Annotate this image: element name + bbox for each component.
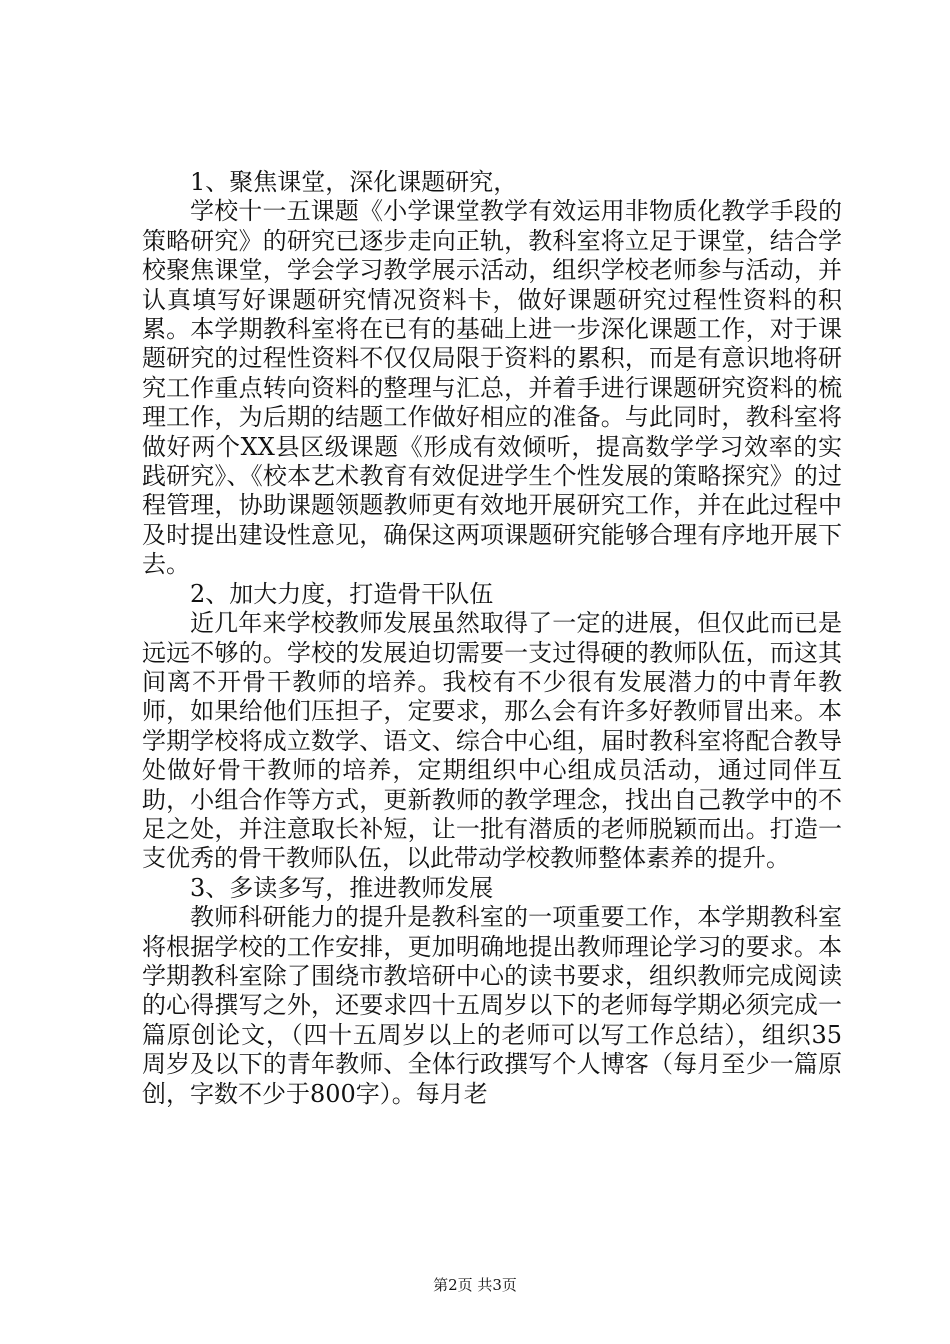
document-body [142, 168, 842, 1109]
section-heading-3: 3、多读多写，推进教师发展 [190, 873, 494, 902]
paragraph-2: 近几年来学校教师发展虽然取得了一定的进展，但仅此而已是远远不够的。学校的发展迫切需要一支过得硬的教师队伍，而这其间离不开骨干教师的培养。我校有不少很有发展潜力的中青年教师，如果给他们压担子，定要求，那么会有许多好教师冒出来。本学期学校将成立数学、语文、综合中心组，届时教科室将配合教导处做好骨干教师的培养，定期组织中心组成员活动，通过同伴互助，小组合作等方式，更新教师的教学理念，找出自己教学中的不足之处，并注意取长补短，让一批有潜质的老师脱颖而出。打造一支优秀的骨干教师队伍，以此带动学校教师整体素养的提升。 [142, 609, 842, 873]
page-footer: 第2页 共3页 [433, 1276, 517, 1294]
section-heading-1: 1、聚焦课堂，深化课题研究， [190, 168, 518, 196]
paragraph-1: 学校十一五课题《小学课堂教学有效运用非物质化教学手段的策略研究》的研究已逐步走向正轨，教科室将立足于课堂，结合学校聚焦课堂，学会学习教学展示活动，组织学校老师参与活动，并认真填写好课题研究情况资料卡，做好课题研究过程性资料的积累。本学期教科室将在已有的基础上进一步深化课题工作，对于课题研究的过程性资料不仅仅局限于资料的累积，而是有意识地将研究工作重点转向资料的整理与汇总，并着手进行课题研究资料的梳理工作，为后期的结题工作做好相应的准备。与此同时，教科室将做好两个XX县区级课题《形成有效倾听，提高数学学习效率的实践研究》、《校本艺术教育有效促进学生个性发展的策略探究》的过程管理，协助课题领题教师更有效地开展研究工作，并在此过程中及时提出建设性意见，确保这两项课题研究能够合理有序地开展下去。 [142, 197, 842, 579]
section-heading-2: 2、加大力度，打造骨干队伍 [190, 579, 494, 608]
paragraph-3: 教师科研能力的提升是教科室的一项重要工作，本学期教科室将根据学校的工作安排，更加明确地提出教师理论学习的要求。本学期教科室除了围绕市教培研中心的读书要求，组织教师完成阅读的心得撰写之外，还要求四十五周岁以下的老师每学期必须完成一篇原创论文，（四十五周岁以上的老师可以写工作总结），组织35周岁及以下的青年教师、全体行政撰写个人博客（每月至少一篇原创，字数不少于800字）。每月老 [142, 903, 842, 1108]
